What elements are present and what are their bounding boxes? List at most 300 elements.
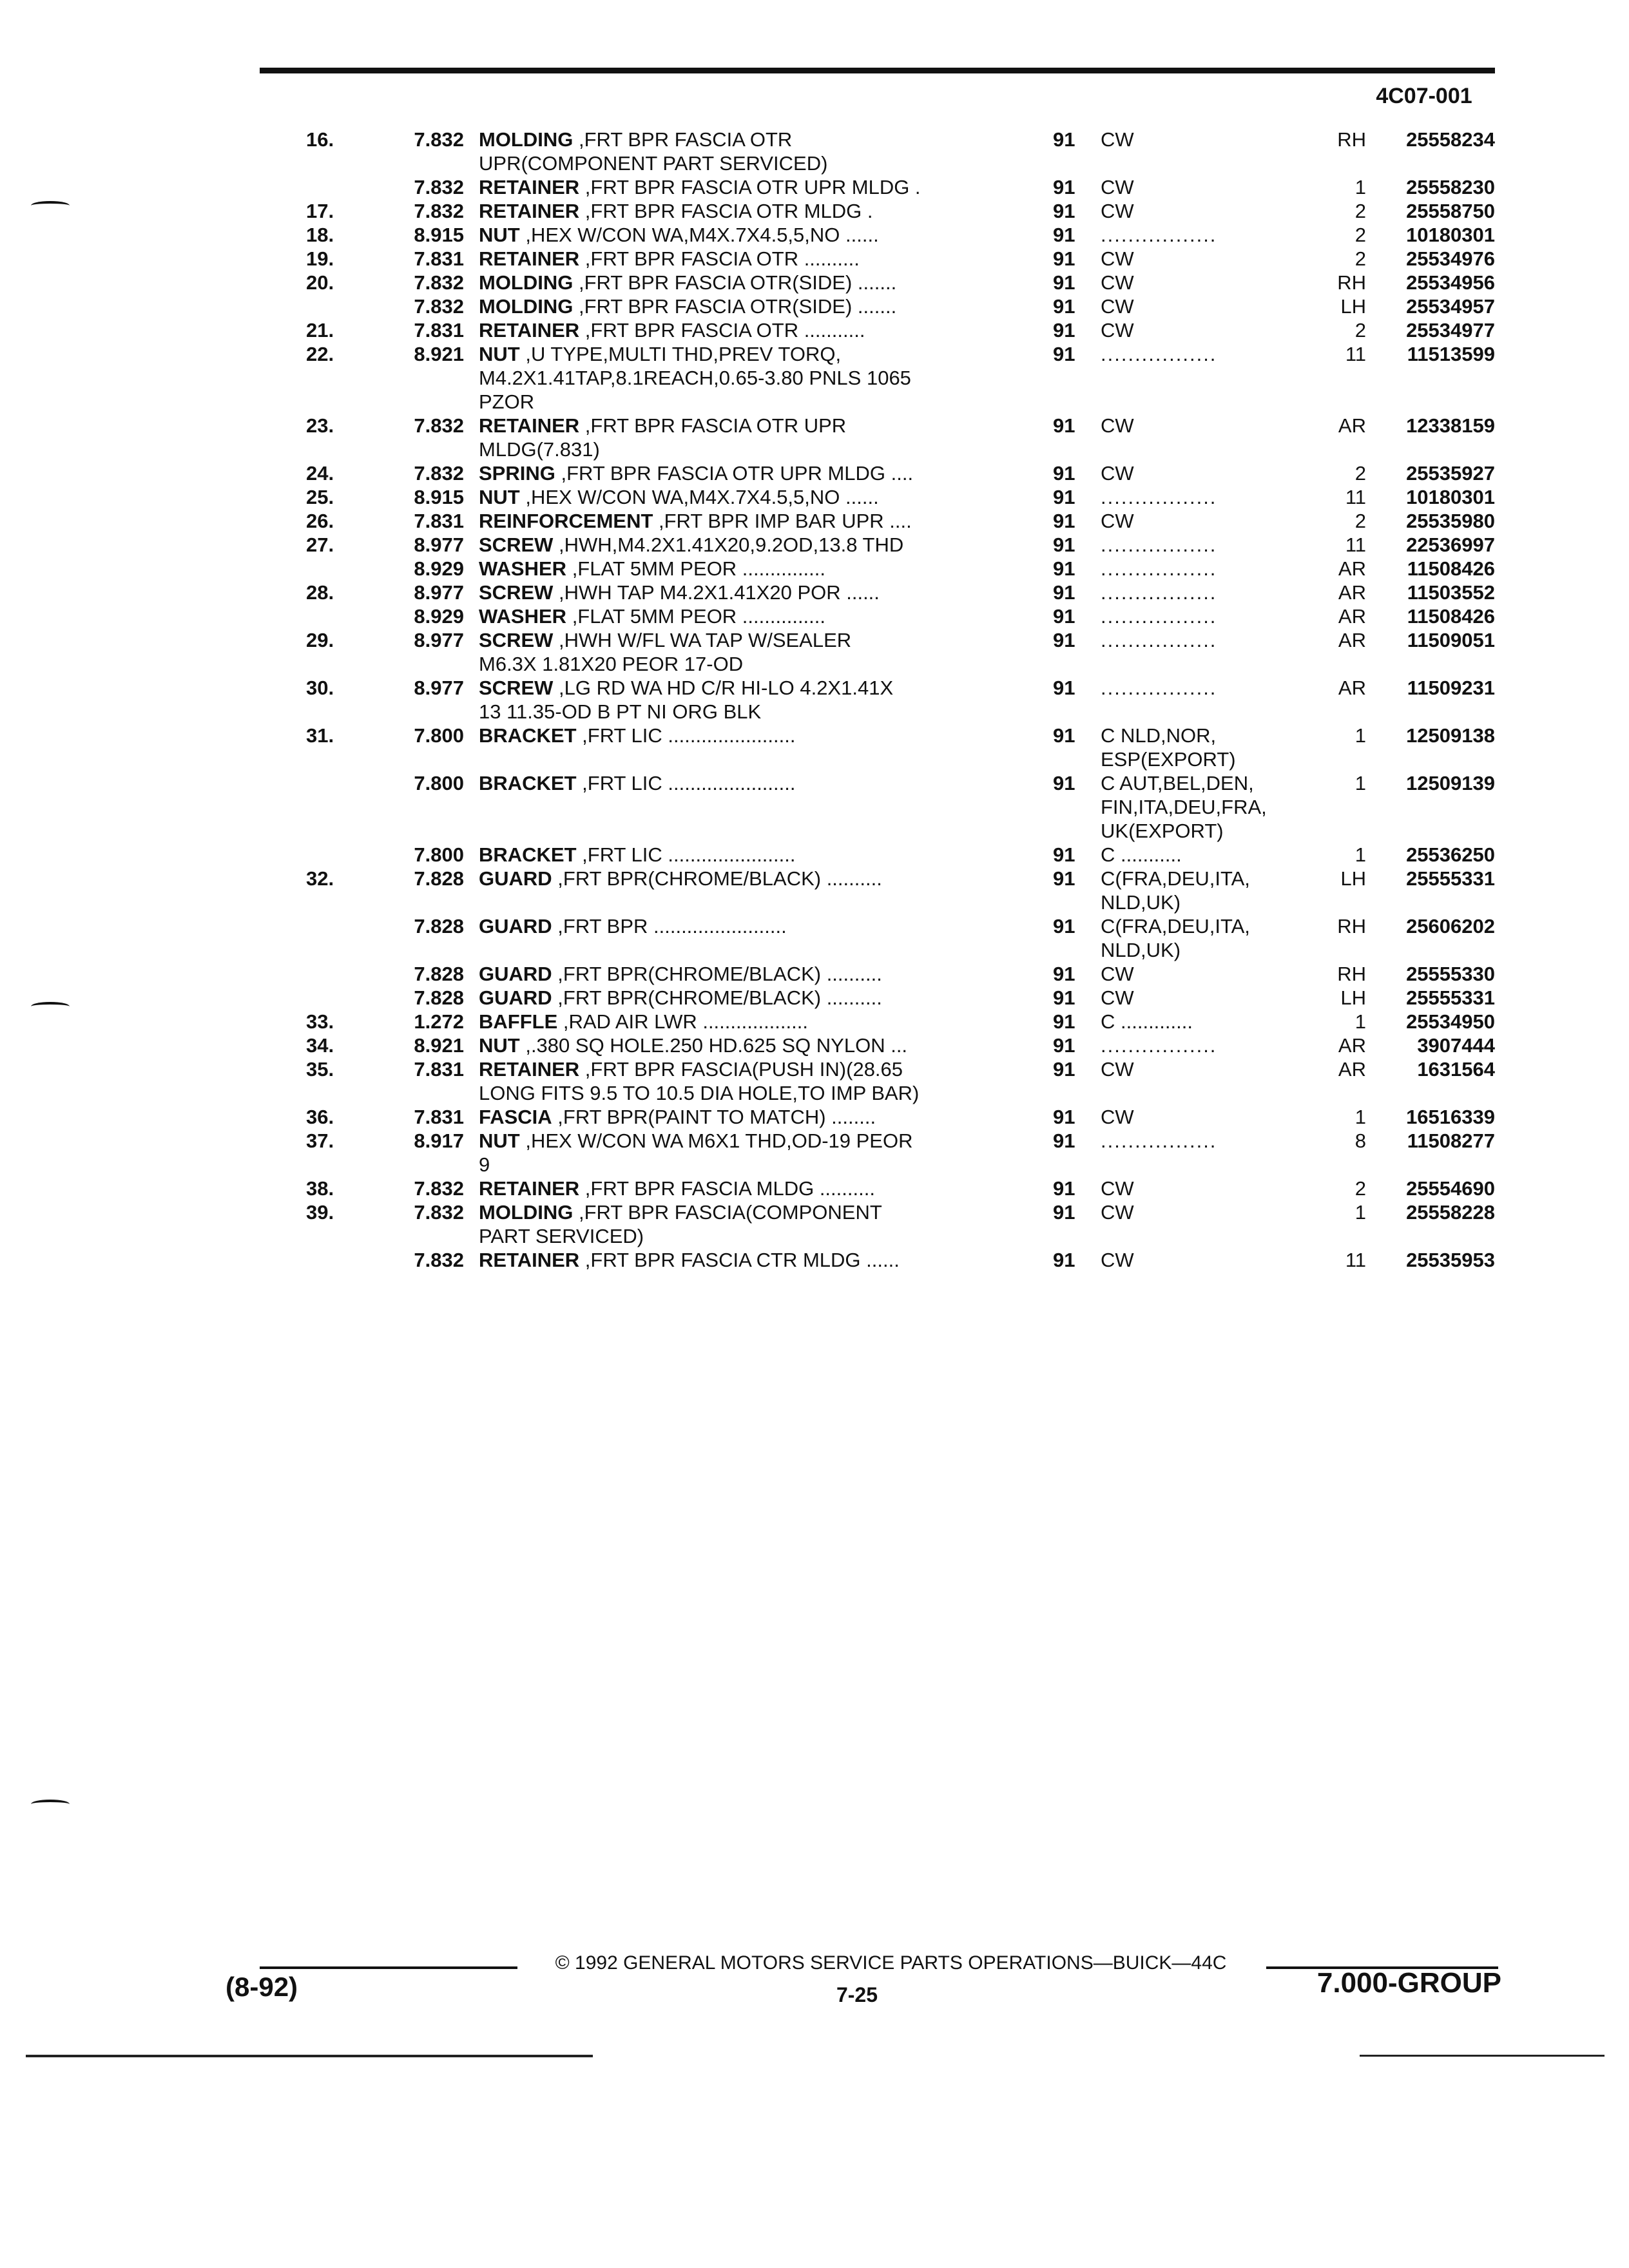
part-number: 10180301: [1406, 224, 1495, 246]
model-year: 91: [1053, 557, 1075, 580]
parts-row: [0, 986, 1629, 1010]
part-description-text: ,FLAT 5MM PEOR ...............: [566, 557, 826, 580]
model-year: 91: [1053, 867, 1075, 890]
part-number: 25558750: [1406, 200, 1495, 222]
quantity: RH: [1337, 271, 1366, 294]
parts-row: [0, 271, 1629, 294]
part-description: [479, 962, 994, 986]
item-number: 26.: [306, 510, 334, 532]
quantity: 1: [1354, 176, 1366, 198]
model-year: 91: [1053, 724, 1075, 747]
part-description: [479, 724, 994, 747]
model-year: 91: [1053, 486, 1075, 508]
item-number: 36.: [306, 1106, 334, 1128]
group-number: 7.832: [414, 295, 464, 318]
part-description: [479, 986, 994, 1010]
part-number: 25534950: [1406, 1010, 1495, 1033]
quantity: 1: [1354, 724, 1366, 747]
item-number: 24.: [306, 462, 334, 485]
group-label: 7.000-GROUP: [1316, 1967, 1501, 1999]
group-number: 8.977: [414, 581, 464, 604]
part-description: [479, 1057, 994, 1105]
part-description-continued: MLDG(7.831): [479, 438, 600, 461]
model-year: 91: [1053, 843, 1075, 866]
part-description: [479, 1105, 994, 1129]
group-number: 7.800: [414, 843, 464, 866]
quantity: LH: [1340, 867, 1366, 890]
quantity: 1: [1354, 1106, 1366, 1128]
part-description-continued: PZOR: [479, 390, 535, 413]
parts-row: [0, 771, 1629, 843]
part-name: RETAINER: [479, 414, 580, 437]
part-description-text: ,FRT BPR(CHROME/BLACK) ..........: [552, 986, 882, 1009]
leader-dots: .................: [1101, 343, 1217, 365]
model-year: 91: [1053, 533, 1075, 556]
part-description: [479, 247, 994, 271]
part-description: [479, 676, 994, 724]
part-description-text: ,FRT BPR FASCIA OTR: [573, 128, 793, 151]
date-code: (8-92): [226, 1972, 298, 2002]
parts-row: [0, 724, 1629, 771]
item-number: 18.: [306, 224, 334, 246]
group-number: 8.929: [414, 557, 464, 580]
part-number: 25534957: [1406, 295, 1495, 318]
group-number: 7.831: [414, 510, 464, 532]
quantity: AR: [1338, 1034, 1366, 1057]
part-description-text: ,HEX W/CON WA,M4X.7X4.5,5,NO ......: [519, 486, 879, 508]
part-description-text: ,HWH W/FL WA TAP W/SEALER: [553, 629, 852, 651]
part-name: WASHER: [479, 605, 567, 628]
quantity: 2: [1354, 247, 1366, 270]
part-description-text: ,FRT LIC .......................: [576, 724, 796, 747]
part-name: NUT: [479, 1129, 520, 1152]
model-year: 91: [1053, 1034, 1075, 1057]
quantity: AR: [1338, 605, 1366, 628]
part-name: BRACKET: [479, 772, 577, 794]
part-description-text: ,FRT BPR IMP BAR UPR ....: [653, 510, 912, 532]
group-number: 7.831: [414, 247, 464, 270]
parts-row: [0, 867, 1629, 914]
part-description: [479, 604, 994, 628]
part-name: MOLDING: [479, 128, 574, 151]
part-description: [479, 199, 994, 223]
group-number: 7.832: [414, 1177, 464, 1200]
model-applicability: C NLD,NOR, ESP(EXPORT): [1101, 724, 1236, 771]
part-number: 12509139: [1406, 772, 1495, 794]
model-applicability: C(FRA,DEU,ITA, NLD,UK): [1101, 915, 1250, 961]
parts-row: [0, 1200, 1629, 1248]
part-number: 12509138: [1406, 724, 1495, 747]
quantity: 1: [1354, 843, 1366, 866]
part-number: 25554690: [1406, 1177, 1495, 1200]
part-description-text: ,FRT BPR(CHROME/BLACK) ..........: [552, 867, 882, 890]
part-description-text: ,FRT BPR FASCIA OTR ...........: [579, 319, 865, 341]
part-description: [479, 342, 994, 414]
quantity: AR: [1338, 557, 1366, 580]
part-description-text: ,FRT BPR FASCIA OTR UPR MLDG ....: [555, 462, 914, 485]
model-year: 91: [1053, 963, 1075, 985]
model-year: 91: [1053, 510, 1075, 532]
part-description-text: ,FRT BPR FASCIA OTR UPR MLDG .: [579, 176, 921, 198]
part-description-text: ,FRT BPR(PAINT TO MATCH) ........: [552, 1106, 876, 1128]
group-number: 7.832: [414, 128, 464, 151]
item-number: 17.: [306, 200, 334, 222]
part-number: 25558230: [1406, 176, 1495, 198]
part-description: [479, 414, 994, 461]
model-applicability: CW: [1101, 271, 1134, 294]
part-name: NUT: [479, 343, 520, 365]
parts-row: [0, 509, 1629, 533]
part-description: [479, 1248, 994, 1272]
part-description-text: ,FRT BPR FASCIA OTR(SIDE) .......: [573, 295, 897, 318]
model-applicability: CW: [1101, 128, 1134, 151]
model-year: 91: [1053, 1129, 1075, 1152]
model-applicability: CW: [1101, 176, 1134, 198]
part-number: 11513599: [1407, 343, 1495, 365]
model-applicability: CW: [1101, 963, 1134, 985]
part-description-continued: UPR(COMPONENT PART SERVICED): [479, 152, 828, 175]
part-number: 1631564: [1417, 1058, 1495, 1081]
part-name: REINFORCEMENT: [479, 510, 653, 532]
parts-row: [0, 676, 1629, 724]
part-name: SCREW: [479, 629, 554, 651]
item-number: 35.: [306, 1058, 334, 1081]
model-year: 91: [1053, 1058, 1075, 1081]
bottom-rule: [1360, 2055, 1605, 2057]
part-description-text: ,FRT BPR FASCIA(PUSH IN)(28.65: [579, 1058, 903, 1081]
group-number: 7.831: [414, 319, 464, 341]
quantity: 11: [1345, 486, 1366, 508]
part-number: 11508277: [1407, 1129, 1495, 1152]
parts-row: [0, 1129, 1629, 1177]
part-name: SCREW: [479, 533, 554, 556]
part-description-text: ,FRT BPR(CHROME/BLACK) ..........: [552, 963, 882, 985]
part-description: [479, 318, 994, 342]
group-number: 8.915: [414, 486, 464, 508]
leader-dots: .................: [1101, 581, 1217, 604]
model-year: 91: [1053, 462, 1075, 485]
model-applicability: C ...........: [1101, 843, 1182, 866]
item-number: 16.: [306, 128, 334, 151]
part-description-text: ,FRT LIC .......................: [576, 843, 796, 866]
parts-row: [0, 414, 1629, 461]
part-description: [479, 294, 994, 318]
model-year: 91: [1053, 1010, 1075, 1033]
quantity: 11: [1345, 1249, 1366, 1271]
part-description: [479, 1010, 994, 1033]
leader-dots: .................: [1101, 1129, 1217, 1152]
group-number: 8.921: [414, 343, 464, 365]
part-name: GUARD: [479, 867, 552, 890]
parts-row: [0, 199, 1629, 223]
quantity: 8: [1354, 1129, 1366, 1152]
part-number: 11503552: [1407, 581, 1495, 604]
item-number: 31.: [306, 724, 334, 747]
model-year: 91: [1053, 247, 1075, 270]
group-number: 8.977: [414, 629, 464, 651]
part-description-text: ,FRT BPR FASCIA OTR MLDG .: [579, 200, 873, 222]
leader-dots: .................: [1101, 605, 1217, 628]
model-applicability: CW: [1101, 1177, 1134, 1200]
part-name: RETAINER: [479, 319, 580, 341]
quantity: 2: [1354, 510, 1366, 532]
part-name: BRACKET: [479, 724, 577, 747]
part-name: GUARD: [479, 915, 552, 937]
parts-row: [0, 843, 1629, 867]
quantity: AR: [1338, 677, 1366, 699]
group-number: 7.832: [414, 200, 464, 222]
parts-row: [0, 962, 1629, 986]
quantity: RH: [1337, 915, 1366, 937]
part-description-continued: 13 11.35-OD B PT NI ORG BLK: [479, 700, 762, 723]
part-number: 25558234: [1406, 128, 1495, 151]
group-number: 8.929: [414, 605, 464, 628]
model-applicability: C AUT,BEL,DEN, FIN,ITA,DEU,FRA, UK(EXPORT): [1101, 772, 1267, 842]
part-number: 25606202: [1406, 915, 1495, 937]
page-number: 7-25: [836, 1983, 878, 2006]
part-number: 3907444: [1417, 1034, 1495, 1057]
model-year: 91: [1053, 271, 1075, 294]
parts-row: [0, 1248, 1629, 1272]
quantity: 2: [1354, 200, 1366, 222]
part-number: 12338159: [1406, 414, 1495, 437]
page-code: 4C07-001: [1376, 84, 1472, 108]
part-number: 25534977: [1406, 319, 1495, 341]
part-description-text: ,LG RD WA HD C/R HI-LO 4.2X1.41X: [553, 677, 894, 699]
item-number: 30.: [306, 677, 334, 699]
parts-row: [0, 318, 1629, 342]
model-year: 91: [1053, 677, 1075, 699]
quantity: 11: [1345, 533, 1366, 556]
quantity: AR: [1338, 414, 1366, 437]
group-number: 8.915: [414, 224, 464, 246]
part-description-continued: 9: [479, 1153, 490, 1176]
group-number: 7.800: [414, 724, 464, 747]
quantity: RH: [1337, 128, 1366, 151]
part-description-text: ,FRT BPR FASCIA CTR MLDG ......: [579, 1249, 900, 1271]
quantity: AR: [1338, 1058, 1366, 1081]
footer-rule: [260, 1966, 517, 1969]
model-applicability: CW: [1101, 247, 1134, 270]
group-number: 8.977: [414, 533, 464, 556]
part-description: [479, 509, 994, 533]
quantity: LH: [1340, 986, 1366, 1009]
parts-row: [0, 581, 1629, 604]
item-number: 32.: [306, 867, 334, 890]
item-number: 33.: [306, 1010, 334, 1033]
model-year: 91: [1053, 772, 1075, 794]
group-number: 8.917: [414, 1129, 464, 1152]
quantity: 2: [1354, 462, 1366, 485]
part-description-text: ,RAD AIR LWR ...................: [557, 1010, 808, 1033]
group-number: 7.832: [414, 1249, 464, 1271]
part-description-continued: M4.2X1.41TAP,8.1REACH,0.65-3.80 PNLS 1065: [479, 367, 911, 389]
part-description: [479, 485, 994, 509]
model-applicability: CW: [1101, 414, 1134, 437]
parts-row: [0, 1010, 1629, 1033]
part-description-text: ,HEX W/CON WA,M4X.7X4.5,5,NO ......: [519, 224, 879, 246]
part-name: MOLDING: [479, 271, 574, 294]
bottom-rule: [26, 2055, 593, 2057]
parts-row: [0, 461, 1629, 485]
part-name: RETAINER: [479, 1058, 580, 1081]
parts-row: [0, 223, 1629, 247]
part-description-continued: PART SERVICED): [479, 1225, 644, 1247]
part-number: 25534956: [1406, 271, 1495, 294]
group-number: 8.977: [414, 677, 464, 699]
part-name: BAFFLE: [479, 1010, 558, 1033]
model-applicability: C(FRA,DEU,ITA, NLD,UK): [1101, 867, 1250, 914]
part-description-text: ,FRT BPR ........................: [552, 915, 787, 937]
item-number: 29.: [306, 629, 334, 651]
leader-dots: .................: [1101, 224, 1217, 246]
top-rule: [260, 68, 1495, 73]
part-number: 25555331: [1406, 986, 1495, 1009]
parts-row: [0, 604, 1629, 628]
model-year: 91: [1053, 200, 1075, 222]
hole-punch-mark: [31, 1800, 70, 1809]
model-applicability: CW: [1101, 986, 1134, 1009]
model-applicability: CW: [1101, 200, 1134, 222]
part-name: SPRING: [479, 462, 555, 485]
group-number: 7.832: [414, 176, 464, 198]
part-description-text: ,FRT BPR FASCIA OTR(SIDE) .......: [573, 271, 897, 294]
model-applicability: CW: [1101, 462, 1134, 485]
part-name: SCREW: [479, 677, 554, 699]
model-applicability: CW: [1101, 295, 1134, 318]
part-description-text: ,FRT BPR FASCIA OTR ..........: [579, 247, 860, 270]
leader-dots: .................: [1101, 486, 1217, 508]
part-name: NUT: [479, 224, 520, 246]
part-name: RETAINER: [479, 176, 580, 198]
part-description-text: ,.380 SQ HOLE.250 HD.625 SQ NYLON ...: [519, 1034, 908, 1057]
quantity: LH: [1340, 295, 1366, 318]
model-year: 91: [1053, 629, 1075, 651]
part-name: MOLDING: [479, 295, 574, 318]
parts-row: [0, 1057, 1629, 1105]
group-number: 7.832: [414, 414, 464, 437]
group-number: 7.828: [414, 986, 464, 1009]
model-year: 91: [1053, 295, 1075, 318]
part-number: 22536997: [1406, 533, 1495, 556]
quantity: 1: [1354, 772, 1366, 794]
group-number: 7.832: [414, 1201, 464, 1224]
part-description: [479, 843, 994, 867]
model-applicability: CW: [1101, 510, 1134, 532]
part-name: WASHER: [479, 557, 567, 580]
model-year: 91: [1053, 1201, 1075, 1224]
model-year: 91: [1053, 319, 1075, 341]
item-number: 21.: [306, 319, 334, 341]
part-number: 25535927: [1406, 462, 1495, 485]
part-number: 11508426: [1407, 557, 1495, 580]
group-number: 7.828: [414, 963, 464, 985]
group-number: 7.832: [414, 271, 464, 294]
model-applicability: CW: [1101, 1249, 1134, 1271]
group-number: 8.921: [414, 1034, 464, 1057]
group-number: 7.828: [414, 915, 464, 937]
item-number: 20.: [306, 271, 334, 294]
part-number: 25534976: [1406, 247, 1495, 270]
group-number: 7.831: [414, 1106, 464, 1128]
item-number: 27.: [306, 533, 334, 556]
quantity: AR: [1338, 629, 1366, 651]
group-number: 7.828: [414, 867, 464, 890]
part-number: 11509051: [1407, 629, 1495, 651]
part-description: [479, 1200, 994, 1248]
part-description: [479, 1033, 994, 1057]
leader-dots: .................: [1101, 1034, 1217, 1057]
parts-row: [0, 342, 1629, 414]
part-description: [479, 867, 994, 890]
model-applicability: CW: [1101, 1058, 1134, 1081]
part-name: BRACKET: [479, 843, 577, 866]
part-number: 16516339: [1406, 1106, 1495, 1128]
part-name: RETAINER: [479, 247, 580, 270]
part-description: [479, 175, 994, 199]
model-year: 91: [1053, 605, 1075, 628]
model-year: 91: [1053, 915, 1075, 937]
part-description-text: ,FRT BPR FASCIA MLDG ..........: [579, 1177, 875, 1200]
item-number: 25.: [306, 486, 334, 508]
item-number: 22.: [306, 343, 334, 365]
part-name: SCREW: [479, 581, 554, 604]
model-year: 91: [1053, 581, 1075, 604]
part-name: NUT: [479, 486, 520, 508]
part-description-continued: M6.3X 1.81X20 PEOR 17-OD: [479, 653, 744, 675]
model-year: 91: [1053, 1249, 1075, 1271]
model-applicability: C .............: [1101, 1010, 1193, 1033]
item-number: 39.: [306, 1201, 334, 1224]
part-description: [479, 771, 994, 795]
part-name: RETAINER: [479, 200, 580, 222]
leader-dots: .................: [1101, 629, 1217, 651]
part-description-text: ,FRT BPR FASCIA(COMPONENT: [573, 1201, 882, 1224]
part-description-text: ,U TYPE,MULTI THD,PREV TORQ,: [519, 343, 842, 365]
part-description-text: ,HEX W/CON WA M6X1 THD,OD-19 PEOR: [519, 1129, 913, 1152]
part-number: 11508426: [1407, 605, 1495, 628]
model-year: 91: [1053, 986, 1075, 1009]
parts-row: [0, 1033, 1629, 1057]
parts-row: [0, 557, 1629, 581]
part-number: 25555331: [1406, 867, 1495, 890]
part-description: [479, 533, 994, 557]
part-description: [479, 628, 994, 676]
part-number: 25535953: [1406, 1249, 1495, 1271]
part-name: FASCIA: [479, 1106, 552, 1128]
part-number: 25535980: [1406, 510, 1495, 532]
part-name: GUARD: [479, 963, 552, 985]
group-number: 7.800: [414, 772, 464, 794]
model-year: 91: [1053, 1177, 1075, 1200]
model-applicability: CW: [1101, 1201, 1134, 1224]
part-description: [479, 461, 994, 485]
part-number: 25555330: [1406, 963, 1495, 985]
part-description-text: ,FRT LIC .......................: [576, 772, 796, 794]
quantity: 2: [1354, 1177, 1366, 1200]
part-number: 25558228: [1406, 1201, 1495, 1224]
part-name: RETAINER: [479, 1249, 580, 1271]
item-number: 19.: [306, 247, 334, 270]
part-description-text: ,HWH,M4.2X1.41X20,9.2OD,13.8 THD: [553, 533, 904, 556]
item-number: 37.: [306, 1129, 334, 1152]
part-description: [479, 223, 994, 247]
part-name: RETAINER: [479, 1177, 580, 1200]
parts-row: [0, 485, 1629, 509]
parts-row: [0, 128, 1629, 175]
model-applicability: CW: [1101, 1106, 1134, 1128]
item-number: 38.: [306, 1177, 334, 1200]
